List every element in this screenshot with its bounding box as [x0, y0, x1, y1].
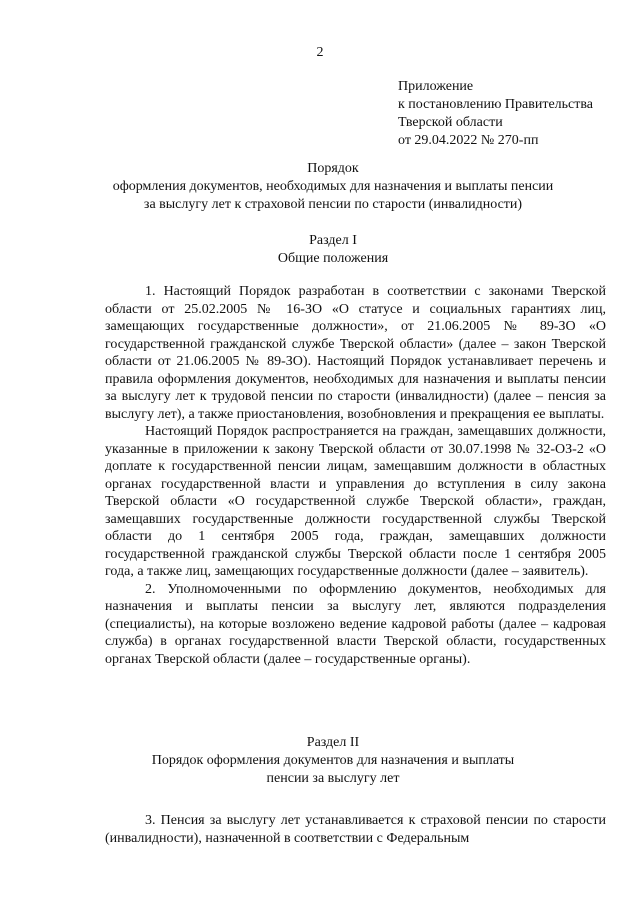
document-title [60, 160, 606, 214]
section-2-body [105, 812, 606, 847]
section-label: Раздел II [306, 735, 360, 750]
page-number: 2 [316, 45, 324, 60]
paragraph: Настоящий Порядок распространяется на граждан, замещавших должности, указанные в приложении к закону Тверской области от 30.07.1998 № 32-ОЗ-2 «О доплате к государственной пенсии лицам, замещавшим должности в областных органах государственной власти и управления до вступления в силу закона Тверской области «О государственной службе Тверской области», граждан, замещавших государственные должности государственной службы Тверской области до 1 сентября 2005 года, граждан, замещавших должности государственной гражданской службы Тверской области после 1 сентября 2005 года, а также лиц, замещающих государственные должности (далее – заявитель). [105, 424, 606, 579]
section-name: Порядок оформления документов для назначения и выплаты [151, 753, 515, 768]
section-name: пенсии за выслугу лет [266, 771, 400, 786]
appendix-line: Приложение [398, 79, 474, 94]
title-line: Порядок [307, 161, 359, 176]
paragraph: 2. Уполномоченными по оформлению документов, необходимых для назначения и выплаты пенсии за выслугу лет, являются подразделения (специалисты), на которые возложено ведение кадровой работы (далее – кадровая служба) в органах государственной власти Тверской области, государственных органах Тверской области (далее – государственные органы). [105, 581, 606, 667]
appendix-block [398, 78, 634, 150]
section-2-heading [60, 734, 606, 788]
title-line: оформления документов, необходимых для назначения и выплаты пенсии [112, 179, 554, 194]
paragraph: 1. Настоящий Порядок разработан в соответствии с законами Тверской области от 25.02.2005 № 16-ЗО «О статусе и социальных гарантиях лиц, замещающих государственные должности», от 21.06.2005 № 89-ЗО «О государственной гражданской службе Тверской области» (далее – закон Тверской области от 21.06.2005 № 89-ЗО). Настоящий Порядок устанавливает перечень и правила оформления документов, необходимых для назначения и выплаты пенсии за выслугу лет к трудовой пенсии по старости (инвалидности) (далее – пенсия за выслугу лет), а также приостановления, возобновления и прекращения ее выплаты. [105, 284, 606, 422]
section-1-heading [60, 232, 606, 268]
appendix-date-number: от 29.04.2022 № 270-пп [398, 133, 539, 148]
section-1-body [105, 283, 606, 668]
section-name: Общие положения [277, 251, 389, 266]
appendix-line: к постановлению Правительства [398, 97, 594, 112]
paragraph: 3. Пенсия за выслугу лет устанавливается к страховой пенсии по старости (инвалидности), назначенной в соответствии с Федеральным [105, 813, 606, 846]
appendix-line: Тверской области [398, 115, 503, 130]
section-label: Раздел I [309, 233, 357, 248]
title-line: за выслугу лет к страховой пенсии по старости (инвалидности) [143, 197, 523, 212]
